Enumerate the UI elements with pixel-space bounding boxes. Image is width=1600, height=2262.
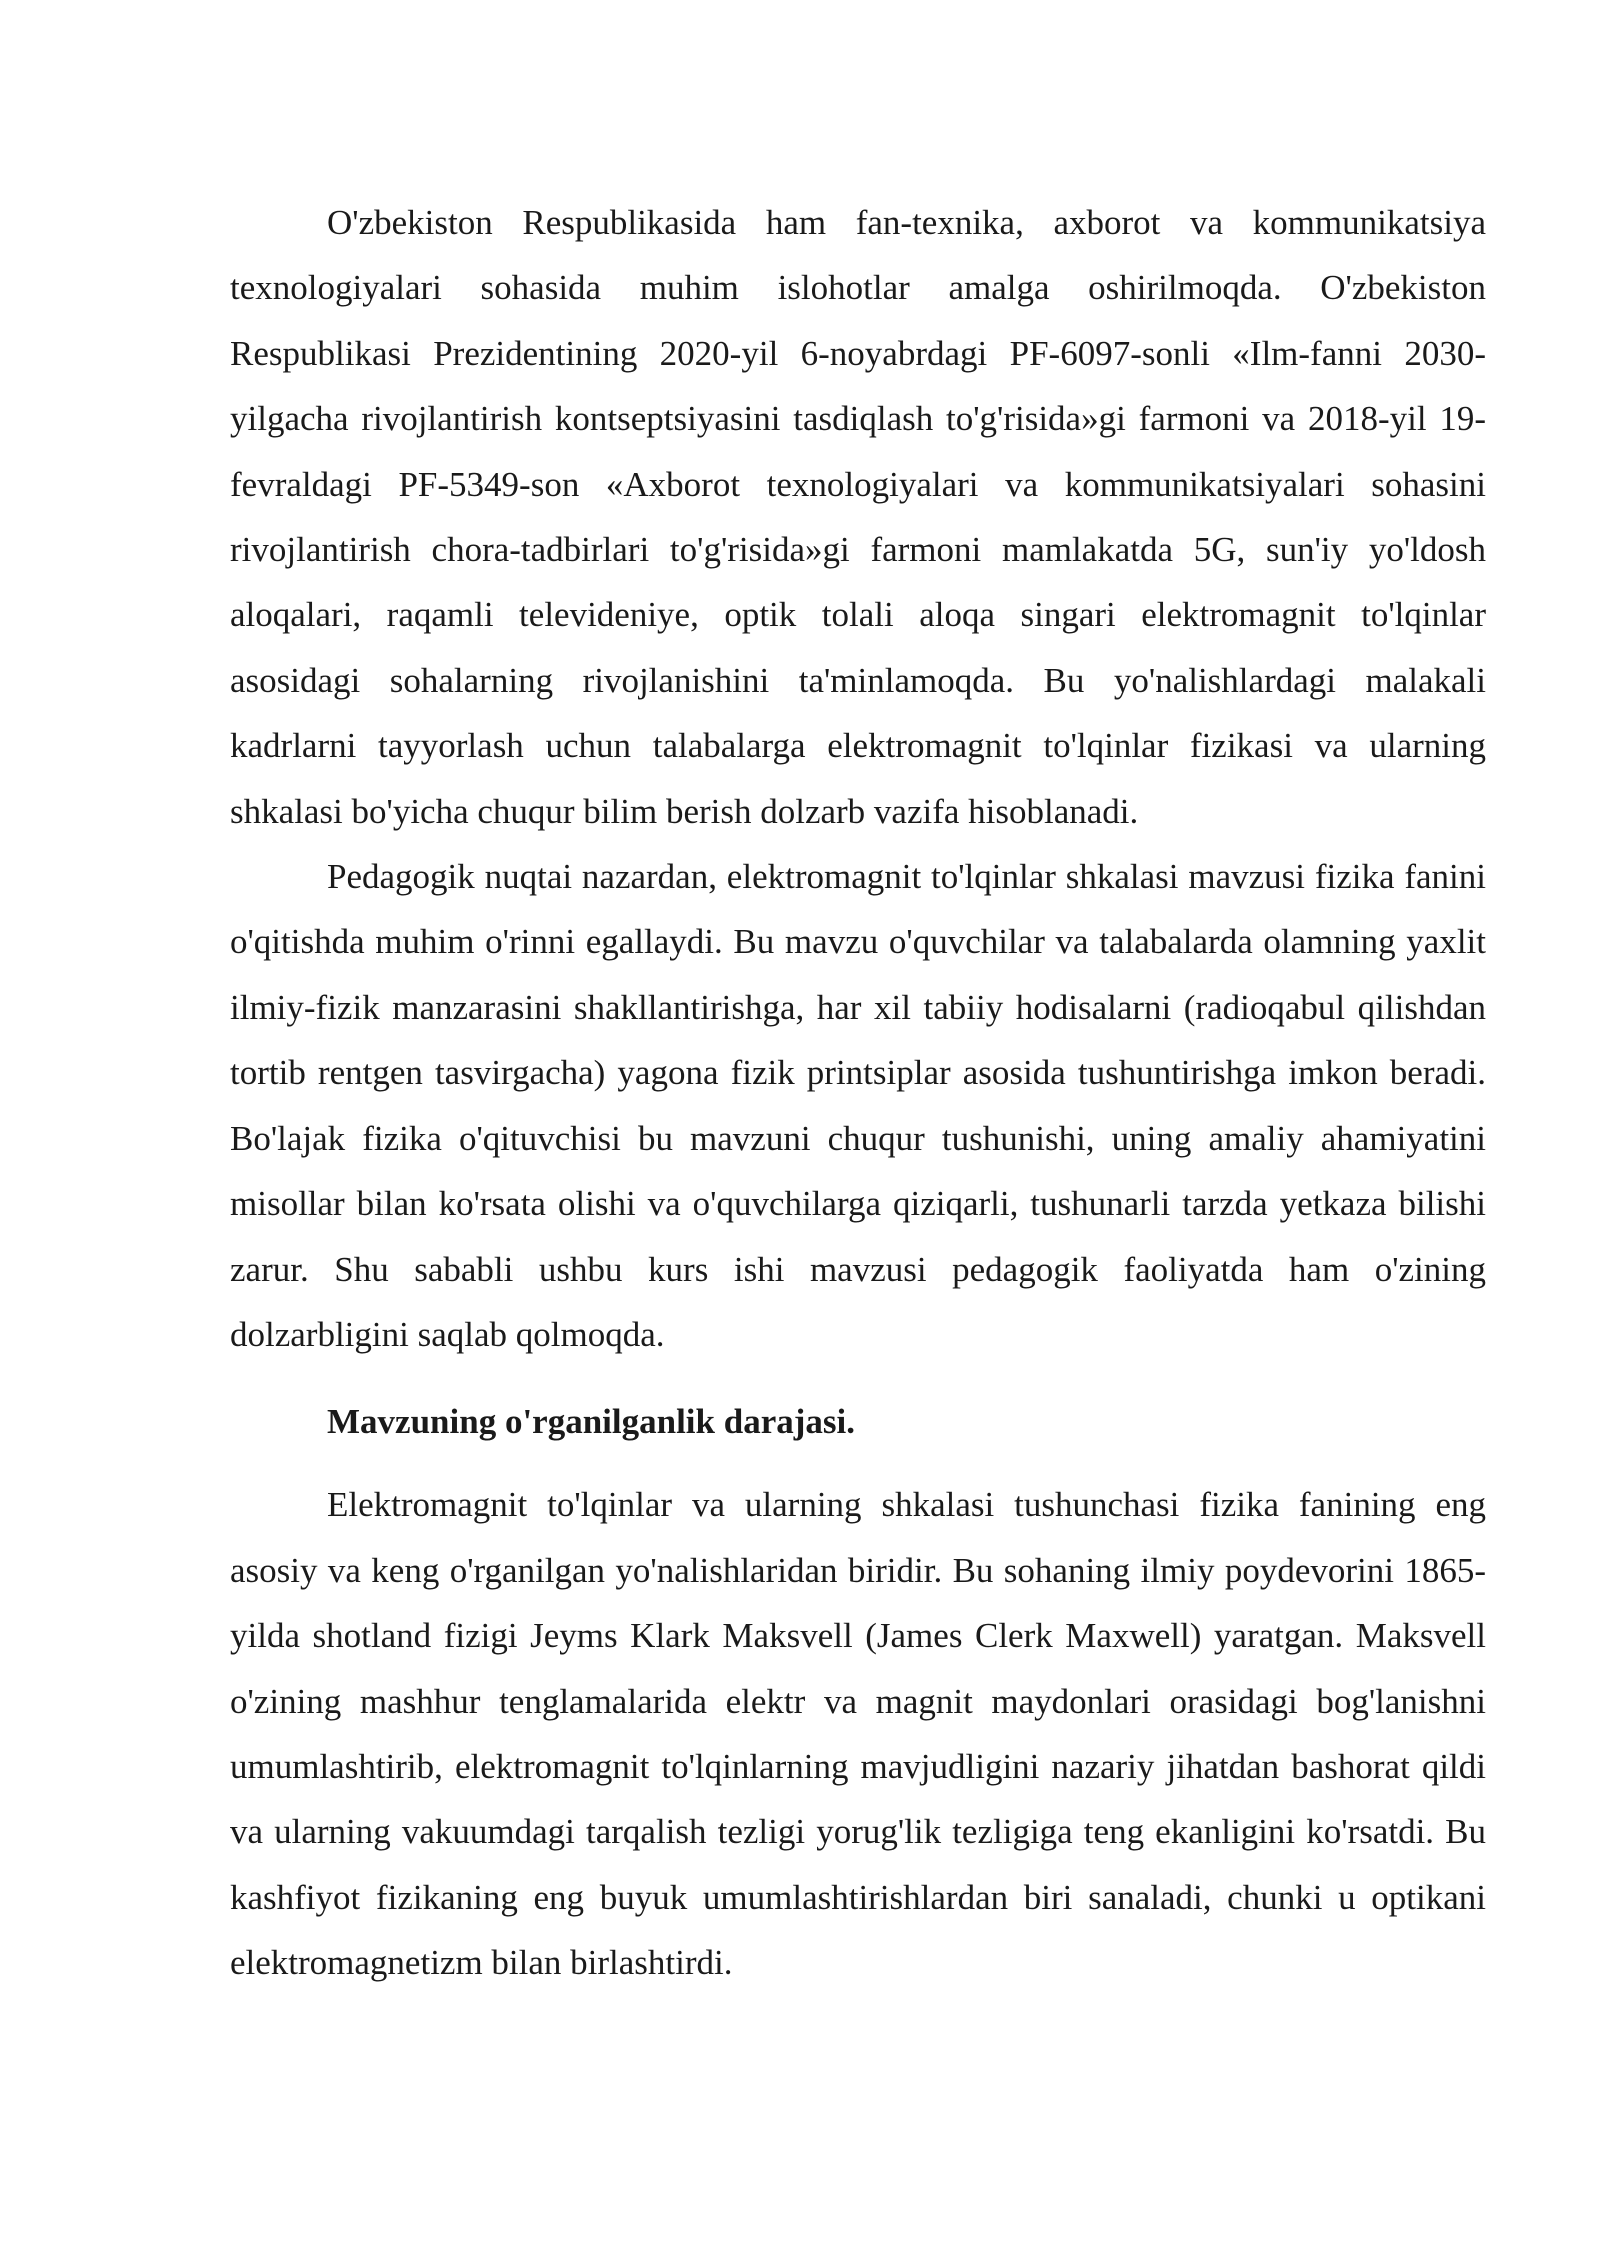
section-heading: Mavzuning o'rganilganlik darajasi. bbox=[327, 1402, 855, 1442]
document-body bbox=[230, 190, 1486, 1996]
paragraph-maxwell: Elektromagnit to'lqinlar va ularning shkalasi tushunchasi fizika fanining eng asosiy va keng o'rganilgan yo'nalishlaridan biridir. Bu sohaning ilmiy poydevorini 1865-yilda shotland fizigi Jeyms Klark Maksvell (James Clerk Maxwell) yaratgan. Maksvell o'zining mashhur tenglamalarida elektr va magnit maydonlari orasidagi bog'lanishni umumlashtirib, elektromagnit to'lqinlarning mavjudligini nazariy jihatdan bashorat qildi va ularning vakuumdagi tarqalish tezligi yorug'lik tezligiga teng ekanligini ko'rsatdi. Bu kashfiyot fizikaning eng buyuk umumlashtirishlardan biri sanaladi, chunki u optikani elektromagnetizm bilan birlashtirdi. bbox=[230, 1485, 1486, 1983]
paragraph-reforms: O'zbekiston Respublikasida ham fan-texnika, axborot va kommunikatsiya texnologiyalari sohasida muhim islohotlar amalga oshirilmoqda. O'zbekiston Respublikasi Prezidentining 2020-yil 6-noyabrdagi PF-6097-sonli «Ilm-fanni 2030-yilgacha rivojlantirish kontseptsiyasini tasdiqlash to'g'risida»gi farmoni va 2018-yil 19-fevraldagi PF-5349-son «Axborot texnologiyalari va kommunikatsiyalari sohasini rivojlantirish chora-tadbirlari to'g'risida»gi farmoni mamlakatda 5G, sun'iy yo'ldosh aloqalari, raqamli televideniye, optik tolali aloqa singari elektromagnit to'lqinlar asosidagi sohalarning rivojlanishini ta'minlamoqda. Bu yo'nalishlardagi malakali kadrlarni tayyorlash uchun talabalarga elektromagnit to'lqinlar fizikasi va ularning shkalasi bo'yicha chuqur bilim berish dolzarb vazifa hisoblanadi. bbox=[230, 203, 1486, 831]
paragraph-pedagogy: Pedagogik nuqtai nazardan, elektromagnit to'lqinlar shkalasi mavzusi fizika fanini o'qitishda muhim o'rinni egallaydi. Bu mavzu o'quvchilar va talabalarda olamning yaxlit ilmiy-fizik manzarasini shakllantirishga, har xil tabiiy hodisalarni (radioqabul qilishdan tortib rentgen tasvirgacha) yagona fizik printsiplar asosida tushuntirishga imkon beradi. Bo'lajak fizika o'qituvchisi bu mavzuni chuqur tushunishi, uning amaliy ahamiyatini misollar bilan ko'rsata olishi va o'quvchilarga qiziqarli, tushunarli tarzda yetkaza bilishi zarur. Shu sababli ushbu kurs ishi mavzusi pedagogik faoliyatda ham o'zining dolzarbligini saqlab qolmoqda. bbox=[230, 857, 1486, 1354]
